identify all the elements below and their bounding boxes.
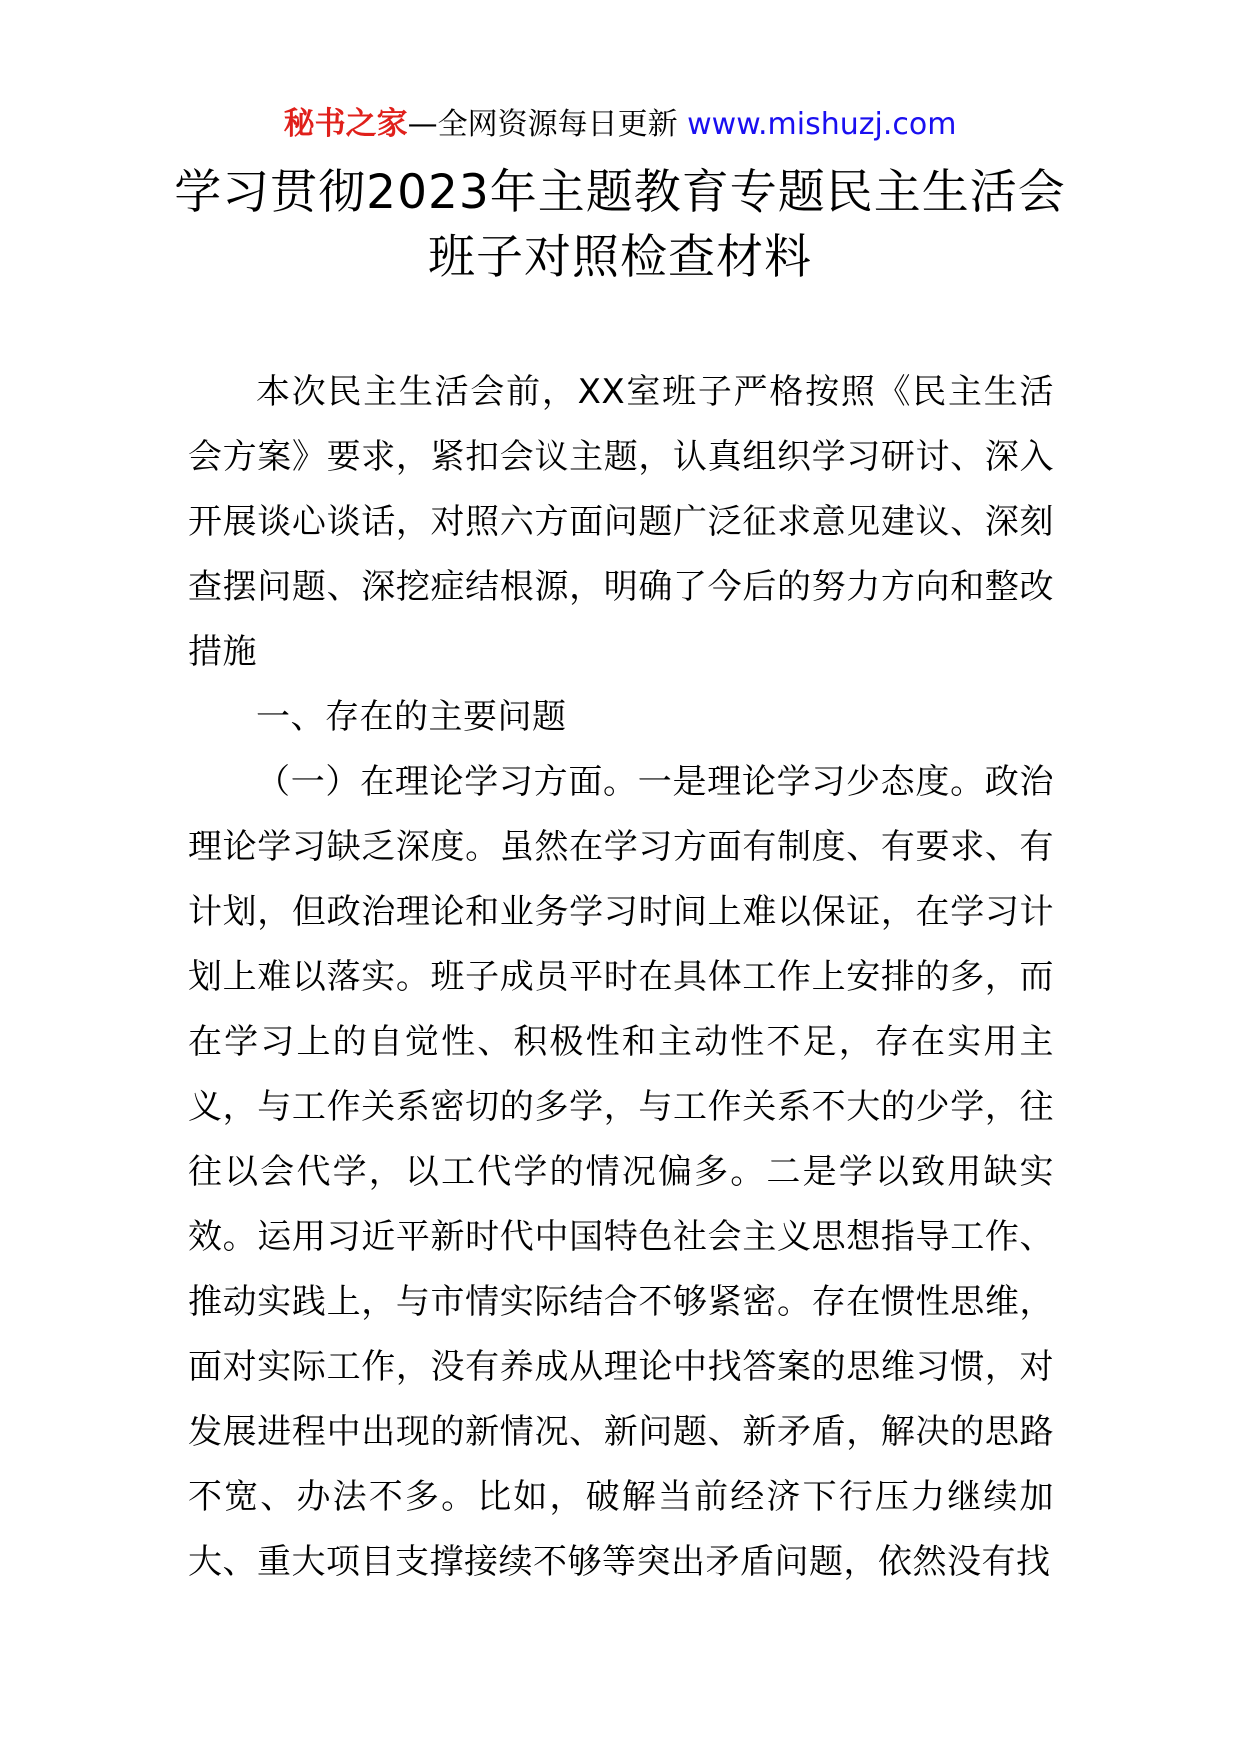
document-body	[188, 360, 1054, 1595]
header-slogan: —全网资源每日更新	[407, 107, 688, 142]
site-url-link[interactable]: www.mishuzj.com	[687, 107, 957, 142]
title-line-1: 学习贯彻2023年主题教育专题民主生活会	[174, 165, 1066, 220]
section-paragraph: （一）在理论学习方面。一是理论学习少态度。政治理论学习缺乏深度。虽然在学习方面有制度、有要求、有计划，但政治理论和业务学习时间上难以保证，在学习计划上难以落实。班子成员平时在具体工作上安排的多，而在学习上的自觉性、积极性和主动性不足，存在实用主义，与工作关系密切的多学，与工作关系不大的少学，往往以会代学，以工代学的情况偏多。二是学以致用缺实效。运用习近平新时代中国特色社会主义思想指导工作、推动实践上，与市情实际结合不够紧密。存在惯性思维，面对实际工作，没有养成从理论中找答案的思维习惯，对发展进程中出现的新情况、新问题、新矛盾，解决的思路不宽、办法不多。比如，破解当前经济下行压力继续加大、重大项目支撑接续不够等突出矛盾问题，依然没有找	[188, 762, 1054, 1582]
site-header	[0, 102, 1240, 147]
document-title	[0, 160, 1240, 290]
title-line-2: 班子对照检查材料	[428, 230, 812, 285]
section-heading: 一、存在的主要问题	[256, 697, 567, 737]
intro-paragraph: 本次民主生活会前，XX室班子严格按照《民主生活会方案》要求，紧扣会议主题，认真组织学习研讨、深入开展谈心谈话，对照六方面问题广泛征求意见建议、深刻查摆问题、深挖症结根源，明确了今后的努力方向和整改措施	[188, 372, 1054, 672]
brand-name: 秘书之家	[283, 106, 408, 142]
